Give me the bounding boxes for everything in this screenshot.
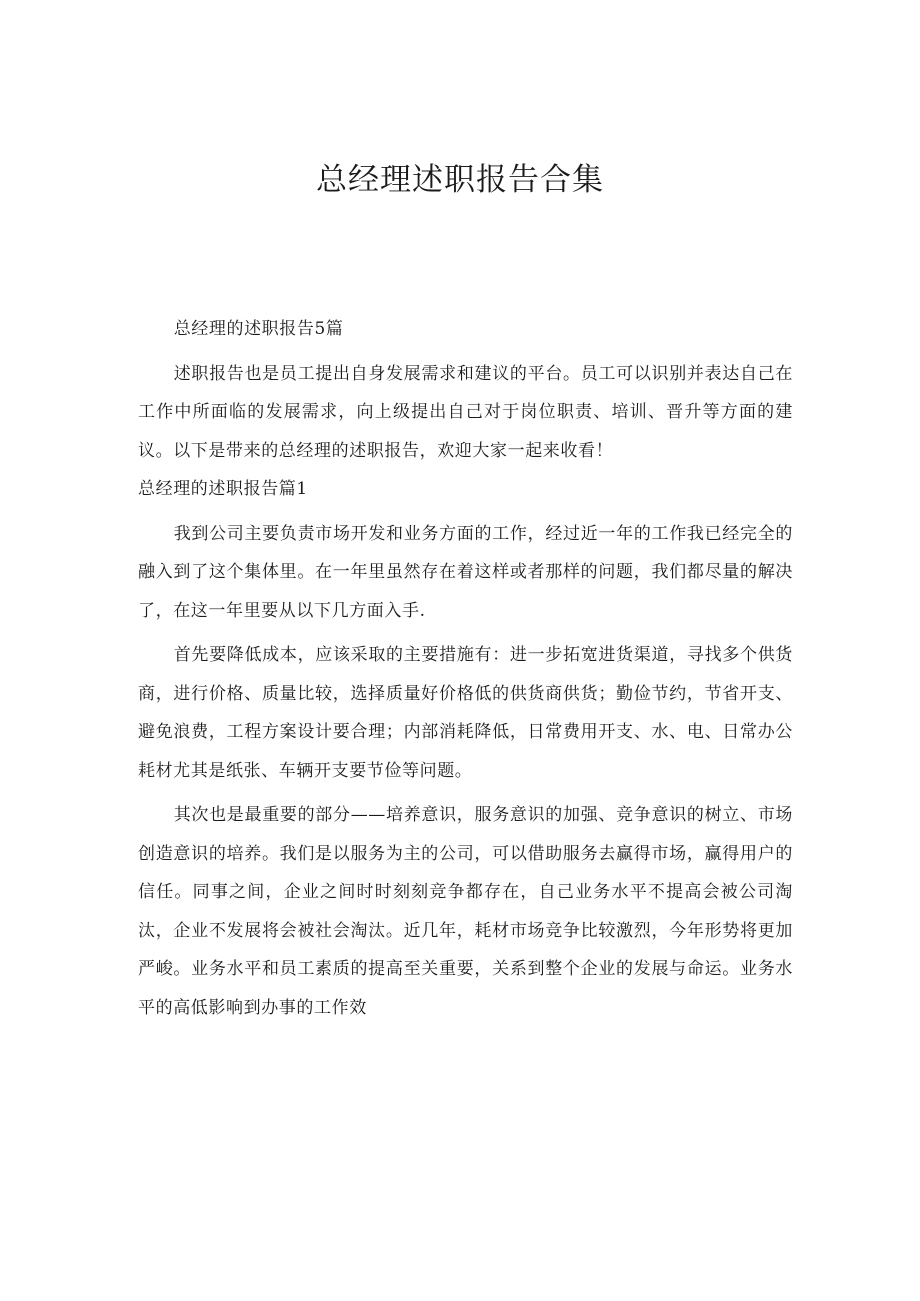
body-paragraph-1: 我到公司主要负责市场开发和业务方面的工作，经过近一年的工作我已经完全的融入到了这个集体里。在一年里虽然存在着这样或者那样的问题，我们都尽量的解决了，在这一年里要从以下几方面入手. (138, 523, 793, 621)
report-part-heading: 总经理的述职报告篇1 (138, 479, 308, 499)
report-series-heading: 总经理的述职报告5篇 (173, 319, 344, 339)
intro-paragraph: 述职报告也是员工提出自身发展需求和建议的平台。员工可以识别并表达自己在工作中所面临的发展需求，向上级提出自己对于岗位职责、培训、晋升等方面的建议。以下是带来的总经理的述职报告，欢迎大家一起来收看！ (138, 363, 793, 461)
body-paragraph-3: 其次也是最重要的部分——培养意识，服务意识的加强、竞争意识的树立、市场创造意识的培养。我们是以服务为主的公司，可以借助服务去赢得市场，赢得用户的信任。同事之间，企业之间时时刻刻竞争都存在，自己业务水平不提高会被公司淘汰，企业不发展将会被社会淘汰。近几年，耗材市场竞争比较激烈，今年形势将更加严峻。业务水平和员工素质的提高至关重要，关系到整个企业的发展与命运。业务水平的高低影响到办事的工作效 (138, 805, 793, 1018)
body-paragraph-2: 首先要降低成本，应该采取的主要措施有：进一步拓宽进货渠道，寻找多个供货商，进行价格、质量比较，选择质量好价格低的供货商供货；勤俭节约，节省开支、避免浪费，工程方案设计要合理；内部消耗降低，日常费用开支、水、电、日常办公耗材尤其是纸张、车辆开支要节俭等问题。 (138, 645, 793, 781)
document-body (138, 310, 793, 1027)
document-title: 总经理述职报告合集 (316, 162, 604, 198)
